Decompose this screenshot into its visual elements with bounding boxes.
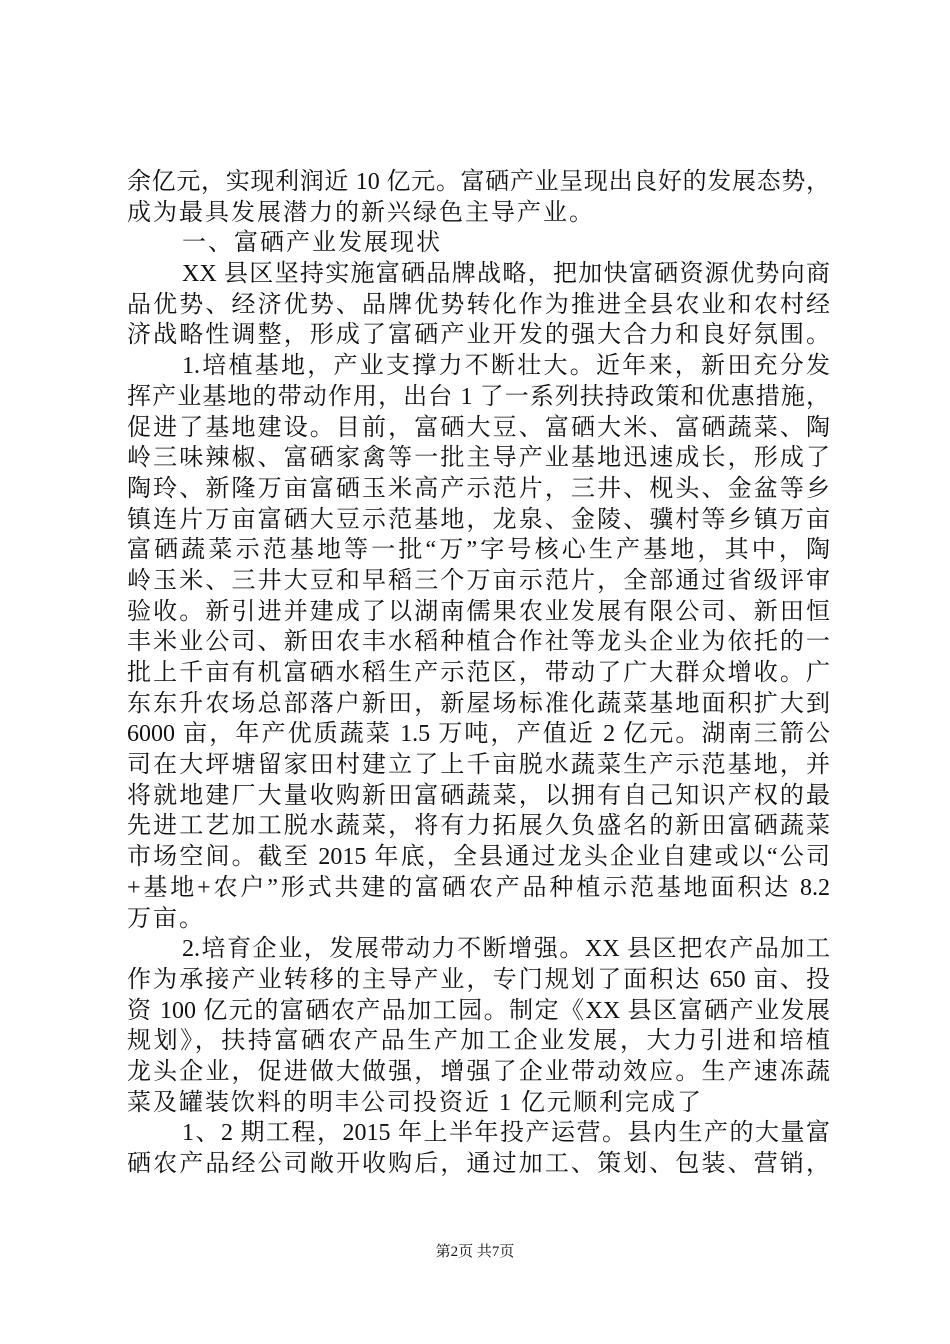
body-text-line: 富硒蔬菜示范基地等一批“万”字号核心生产基地，其中，陶 [127,537,830,564]
body-text-line: 批上千亩有机富硒水稻生产示范区，带动了广大群众增收。广 [127,660,830,686]
body-text-line: 陶玲、新隆万亩富硒玉米高产示范片，三井、枧头、金盆等乡 [127,475,830,502]
page-footer: 第2页 共7页 [435,1244,515,1260]
body-text-line: 岭三味辣椒、富硒家禽等一批主导产业基地迅速成长，形成了 [127,445,830,472]
body-text-line: 司在大坪塘留家田村建立了上千亩脱水蔬菜生产示范基地，并 [127,752,830,779]
body-text-line: 市场空间。截至 2015 年底，全县通过龙头企业自建或以“公司 [127,844,830,871]
body-text-line: 2.培育企业，发展带动力不断增强。XX 县区把农产品加工 [182,936,830,963]
body-text-line: 万亩。 [127,905,205,932]
body-text-line: 丰米业公司、新田农丰水稻种植合作社等龙头企业为依托的一 [127,629,830,656]
body-text-line: 硒农产品经公司敞开收购后，通过加工、策划、包装、营销， [127,1151,830,1177]
body-text-line: 东东升农场总部落户新田，新屋场标准化蔬菜基地面积扩大到 [127,690,830,717]
body-text-line: 1.培植基地，产业支撑力不断壮大。近年来，新田充分发 [182,353,830,380]
body-text-line: 品优势、经济优势、品牌优势转化作为推进全县农业和农村经 [127,291,830,318]
body-text-line: +基地+农户”形式共建的富硒农产品种植示范基地面积达 8.2 [127,874,830,901]
body-text-line: 规划》，扶持富硒农产品生产加工企业发展，大力引进和培植 [127,1028,830,1055]
body-text-line: 将就地建厂大量收购新田富硒蔬菜，以拥有自己知识产权的最 [127,782,830,809]
body-text-line: 验收。新引进并建成了以湖南儒果农业发展有限公司、新田恒 [127,598,830,625]
body-text-line: 镇连片万亩富硒大豆示范基地，龙泉、金陵、骥村等乡镇万亩 [127,506,830,533]
body-text-line: 岭玉米、三井大豆和早稻三个万亩示范片，全部通过省级评审 [127,567,830,594]
body-text-line: 1、2 期工程，2015 年上半年投产运营。县内生产的大量富 [182,1120,830,1147]
body-text-line: 挥产业基地的带动作用，出台 1 了一系列扶持政策和优惠措施， [127,383,830,410]
body-text-line: 成为最具发展潜力的新兴绿色主导产业。 [127,199,595,226]
body-text-line: 余亿元，实现利润近 10 亿元。富硒产业呈现出良好的发展态势， [127,169,830,195]
body-text-line: 作为承接产业转移的主导产业，专门规划了面积达 650 亩、投 [127,966,830,993]
body-text-line: 先进工艺加工脱水蔬菜，将有力拓展久负盛名的新田富硒蔬菜 [127,813,830,840]
body-text-line: 菜及罐装饮料的明丰公司投资近 1 亿元顺利完成了 [127,1089,703,1116]
body-text-line: 6000 亩，年产优质蔬菜 1.5 万吨，产值近 2 亿元。湖南三箭公 [127,721,830,748]
document-body [127,167,830,1180]
body-text-line: 促进了基地建设。目前，富硒大豆、富硒大米、富硒蔬菜、陶 [127,414,830,441]
body-text-line: 济战略性调整，形成了富硒产业开发的强大合力和良好氛围。 [127,322,830,349]
section-heading: 一、富硒产业发展现状 [182,230,442,257]
body-text-line: XX 县区坚持实施富硒品牌战略，把加快富硒资源优势向商 [182,261,830,288]
body-text-line: 资 100 亿元的富硒农产品加工园。制定《XX 县区富硒产业发展 [127,997,830,1024]
body-text-line: 龙头企业，促进做大做强，增强了企业带动效应。生产速冻蔬 [127,1058,830,1085]
